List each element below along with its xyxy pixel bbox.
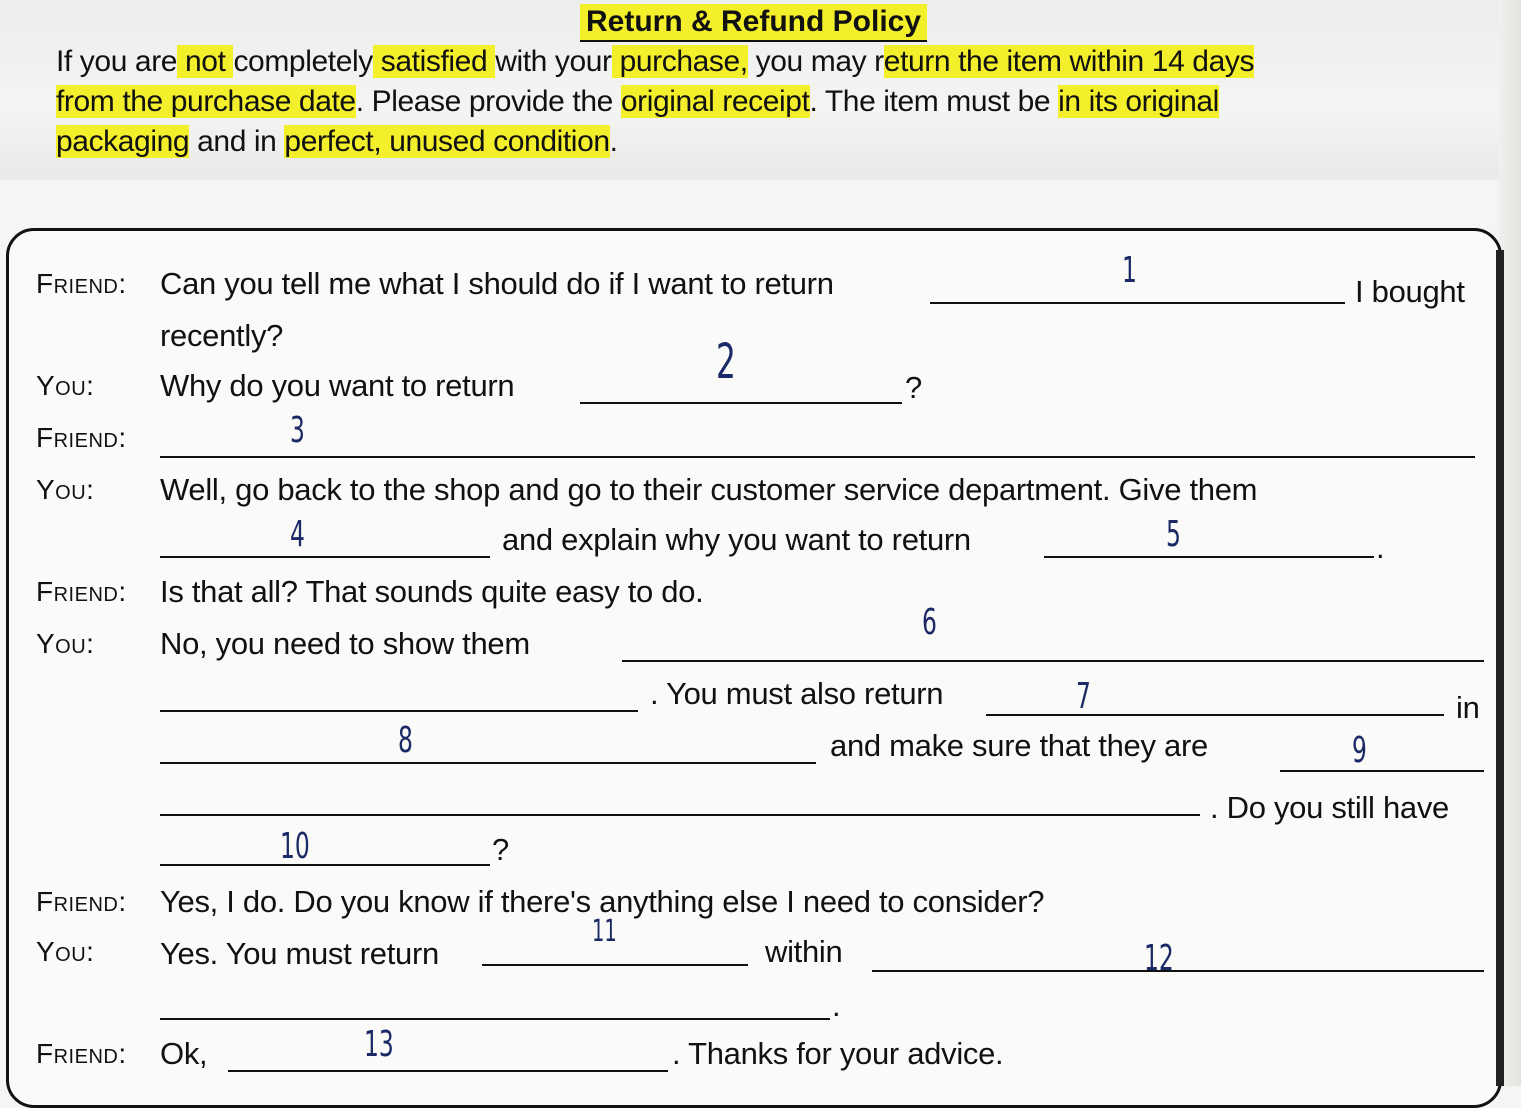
speaker-friend: Friend: [36,1038,127,1069]
policy-text-segment: you may r [747,45,884,78]
policy-text-segment: If you are [56,45,178,78]
highlight: eturn the item within 14 days [883,45,1255,78]
policy-line-1 [56,42,1456,82]
dialogue-line: . Do you still have [1210,790,1449,825]
dialogue-box [6,228,1502,1108]
answer-blank-9[interactable] [1280,770,1484,772]
dialogue-line: Well, go back to the shop and go to their customer service department. Give them [160,472,1258,507]
policy-text-segment: . The item must be [809,85,1059,118]
speaker-you: You: [36,628,95,659]
dialogue-line: ? [905,370,922,405]
dialogue-line: Ok, [160,1036,208,1071]
dialogue-line: recently? [160,318,284,353]
handwritten-number: 1 [1122,250,1137,291]
answer-blank-5[interactable] [1044,556,1374,558]
answer-blank-6[interactable] [622,660,1484,662]
handwritten-number: 3 [290,410,305,451]
dialogue-line: Yes, I do. Do you know if there's anything else I need to consider? [160,884,1045,919]
dialogue-line: Yes. You must return [160,936,439,971]
handwritten-number: 9 [1352,730,1367,771]
dialogue-line: ? [492,832,509,867]
answer-blank-11[interactable] [482,964,748,966]
dialogue-line: . [1376,530,1385,565]
speaker-you: You: [36,474,95,505]
dialogue-line: Why do you want to return [160,368,515,403]
dialogue-line: . Thanks for your advice. [672,1036,1004,1071]
dialogue-line: Is that all? That sounds quite easy to do. [160,574,704,609]
highlight: satisfied [372,45,496,78]
policy-text-segment: completely [233,45,373,78]
policy-line-2 [56,82,1456,122]
answer-blank-1[interactable] [930,302,1345,304]
handwritten-number: 12 [1144,938,1174,979]
dialogue-line: I bought [1355,274,1465,309]
speaker-friend: Friend: [36,422,127,453]
answer-blank-9-continued[interactable] [160,814,1200,816]
highlight: in its original [1058,85,1219,118]
answer-blank-8[interactable] [160,762,816,764]
policy-text-segment: . [609,125,618,158]
answer-blank-2[interactable] [580,402,902,404]
handwritten-number: 10 [280,826,310,867]
policy-text [56,42,1456,162]
speaker-friend: Friend: [36,576,127,607]
handwritten-number: 6 [922,602,937,643]
answer-blank-13[interactable] [228,1070,668,1072]
speaker-you: You: [36,936,95,967]
policy-text-segment: and in [189,125,285,158]
answer-blank-12[interactable] [872,970,1484,972]
handwritten-number: 13 [364,1024,394,1065]
dialogue-line: Can you tell me what I should do if I want to return [160,266,834,301]
speaker-you: You: [36,370,95,401]
dialogue-line: and explain why you want to return [502,522,971,557]
dialogue-line: . [832,988,841,1023]
highlight: from the purchase date [56,85,356,118]
handwritten-number: 11 [592,914,617,949]
policy-line-3 [56,122,1456,162]
highlight: perfect, unused condition [284,125,610,158]
highlight: original receipt [620,85,810,118]
highlight: packaging [56,125,190,158]
dialogue-line: and make sure that they are [830,728,1208,763]
box-shadow [1496,250,1504,1086]
dialogue-line: No, you need to show them [160,626,530,661]
handwritten-number: 2 [716,334,736,390]
answer-blank-10[interactable] [160,864,490,866]
handwritten-number: 4 [290,514,305,555]
speaker-friend: Friend: [36,886,127,917]
answer-blank-4[interactable] [160,556,490,558]
dialogue-line: in [1456,690,1480,725]
policy-title: Return & Refund Policy [580,4,927,42]
dialogue-line: within [765,934,843,969]
handwritten-number: 8 [398,720,413,761]
dialogue-line: . You must also return [650,676,944,711]
highlight: not [177,45,234,78]
speaker-friend: Friend: [36,268,127,299]
handwritten-number: 7 [1076,676,1091,717]
highlight: purchase, [611,45,748,78]
policy-text-segment: . Please provide the [355,85,621,118]
answer-blank-3[interactable] [160,456,1475,458]
answer-blank-6-continued[interactable] [160,710,638,712]
policy-text-segment: with your [495,45,612,78]
answer-blank-7[interactable] [986,714,1444,716]
answer-blank-12-continued[interactable] [160,1018,830,1020]
handwritten-number: 5 [1166,514,1181,555]
